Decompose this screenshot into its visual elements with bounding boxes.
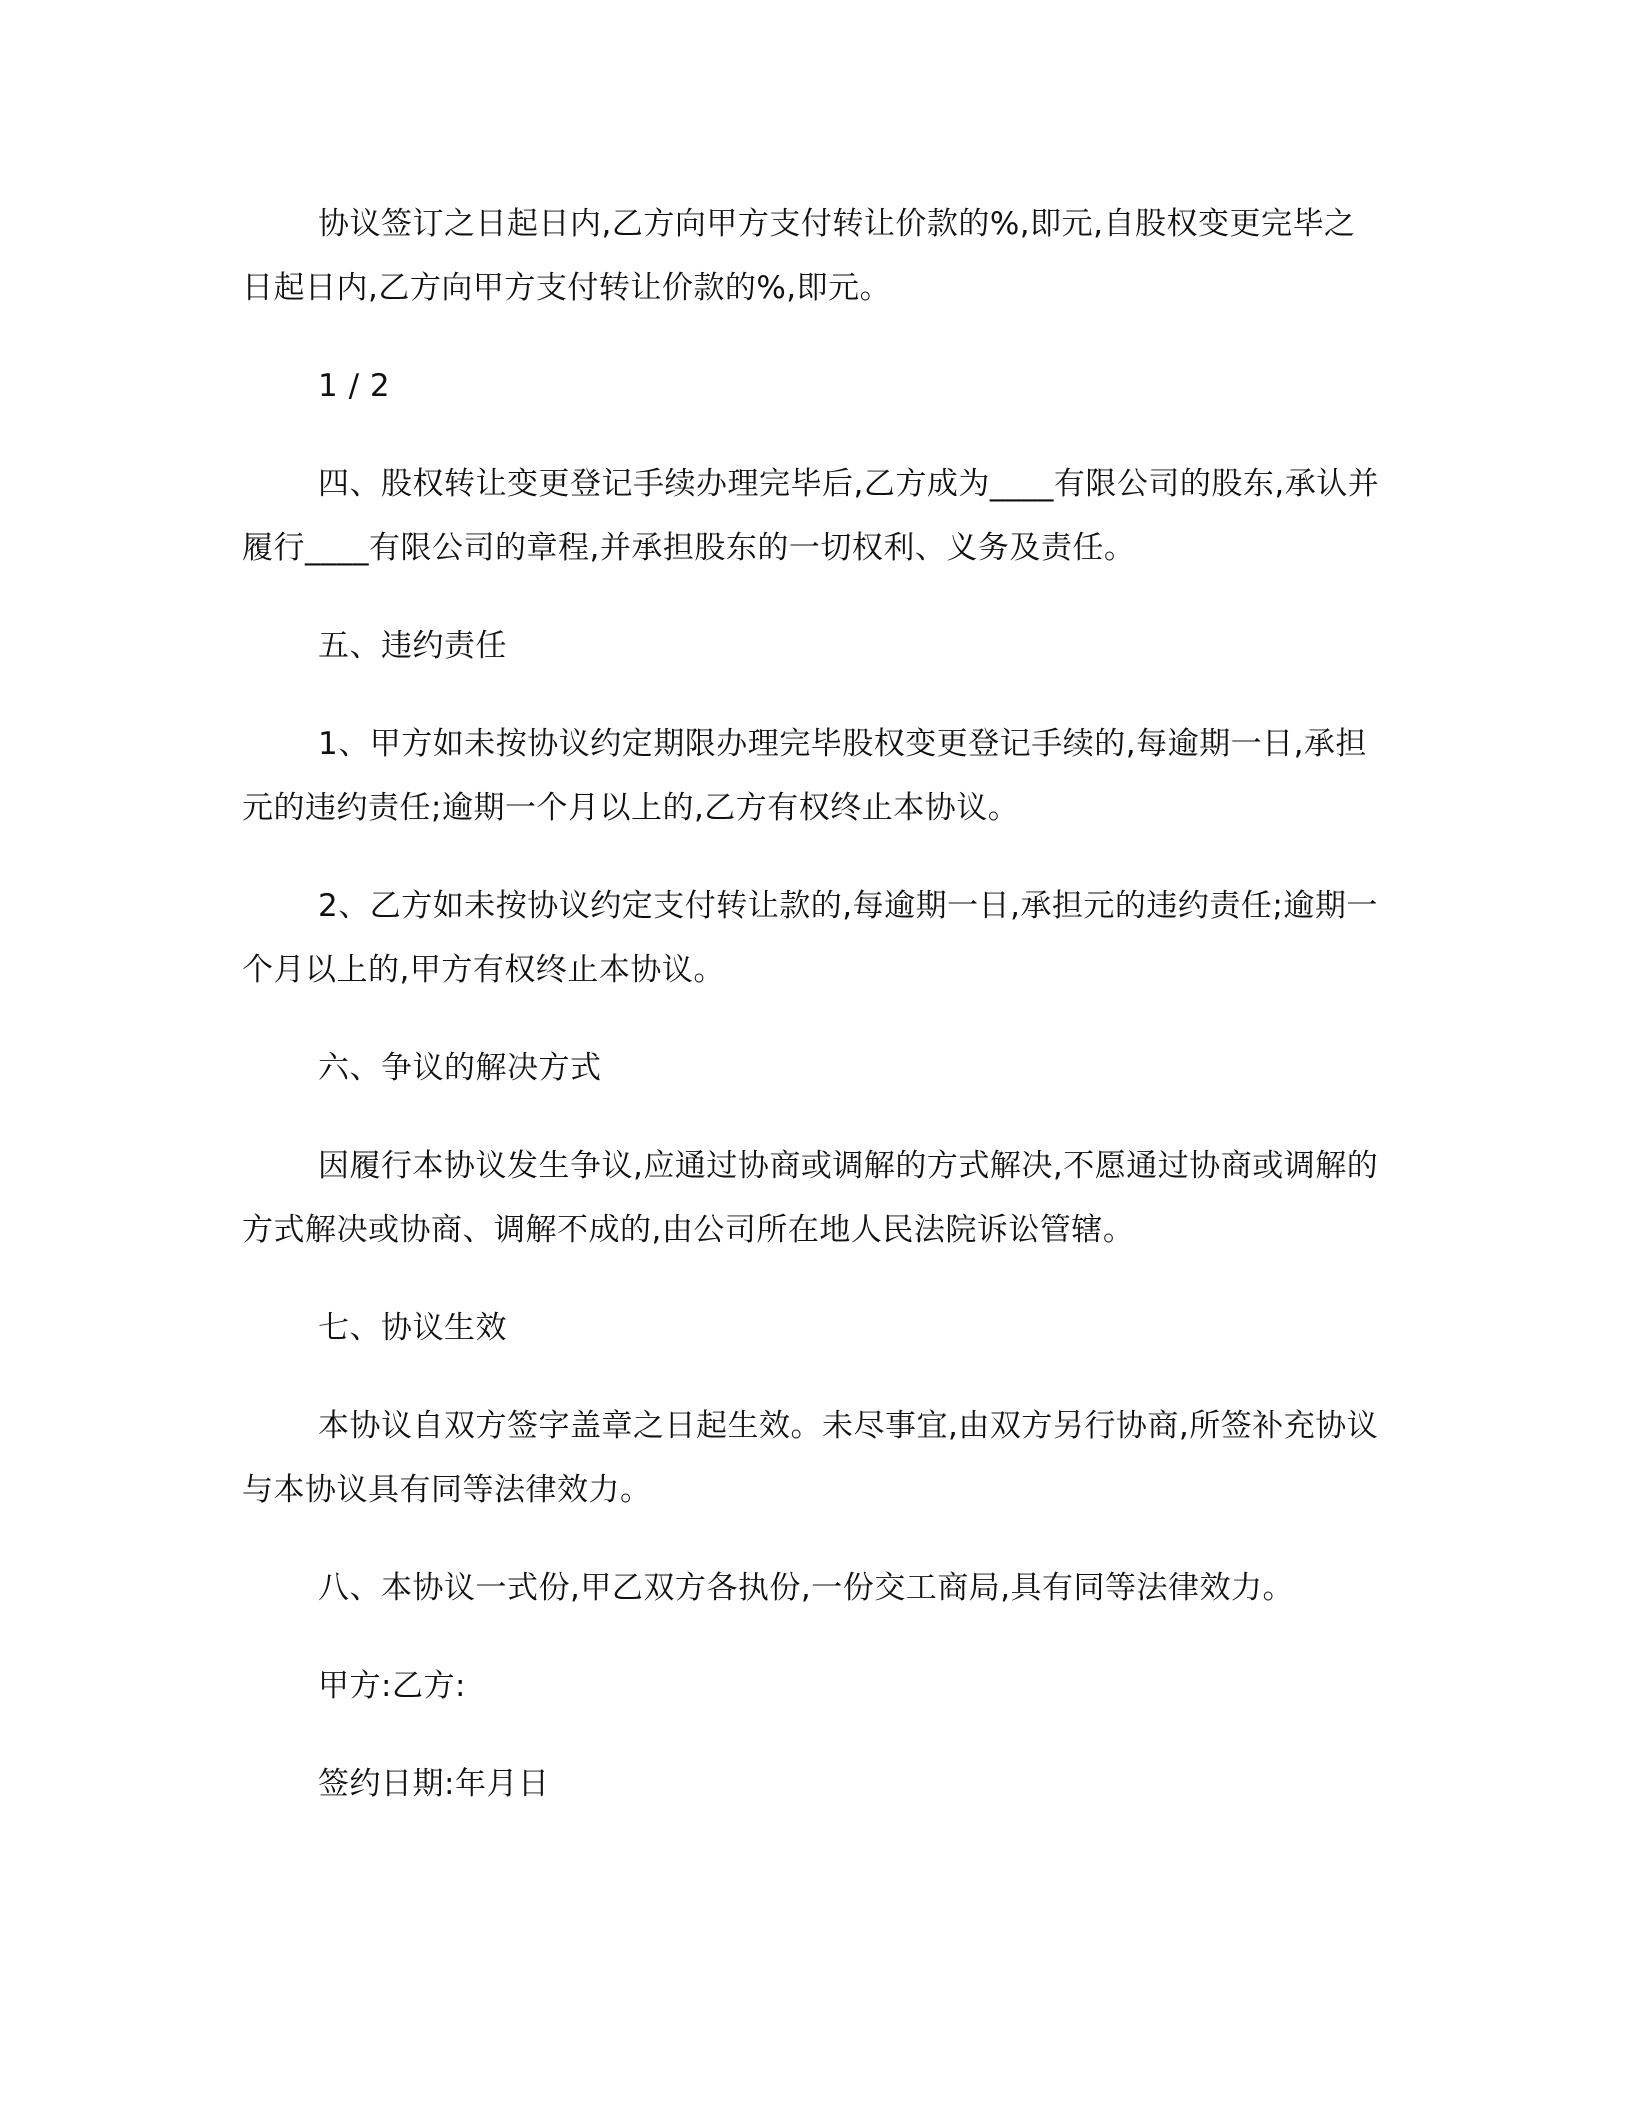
breach-clause-2: 2、乙方如未按协议约定支付转让款的,每逾期一日,承担元的违约责任;逾期一个月以上的,甲方有权终止本协议。 bbox=[242, 888, 1378, 988]
document-body bbox=[242, 192, 1382, 1850]
section-heading-dispute: 六、争议的解决方式 bbox=[318, 1050, 602, 1086]
dispute-resolution-paragraph: 因履行本协议发生争议,应通过协商或调解的方式解决,不愿通过协商或调解的方式解决或协商、调解不成的,由公司所在地人民法院诉讼管辖。 bbox=[242, 1148, 1379, 1248]
clause-eight-paragraph: 八、本协议一式份,甲乙双方各执份,一份交工商局,具有同等法律效力。 bbox=[318, 1570, 1295, 1606]
section-heading-breach: 五、违约责任 bbox=[318, 628, 507, 664]
section-heading-effect: 七、协议生效 bbox=[318, 1310, 507, 1346]
payment-terms-paragraph: 协议签订之日起日内,乙方向甲方支付转让价款的%,即元,自股权变更完毕之日起日内,乙方向甲方支付转让价款的%,即元。 bbox=[242, 206, 1356, 306]
effectiveness-paragraph: 本协议自双方签字盖章之日起生效。未尽事宜,由双方另行协商,所签补充协议与本协议具有同等法律效力。 bbox=[242, 1408, 1379, 1508]
parties-signature-line: 甲方:乙方: bbox=[318, 1668, 466, 1704]
page-number: 1 / 2 bbox=[318, 368, 391, 404]
breach-clause-1: 1、甲方如未按协议约定期限办理完毕股权变更登记手续的,每逾期一日,承担元的违约责任;逾期一个月以上的,乙方有权终止本协议。 bbox=[242, 726, 1367, 826]
clause-four-paragraph: 四、股权转让变更登记手续办理完毕后,乙方成为____有限公司的股东,承认并履行____有限公司的章程,并承担股东的一切权利、义务及责任。 bbox=[242, 466, 1380, 566]
signing-date-line: 签约日期:年月日 bbox=[318, 1766, 550, 1802]
